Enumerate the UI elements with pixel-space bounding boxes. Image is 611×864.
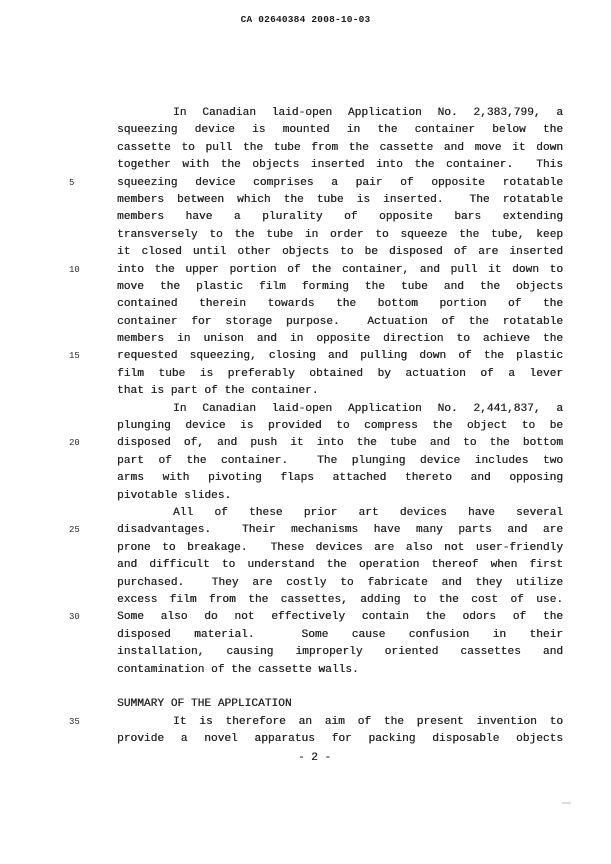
line-number: 30	[69, 612, 80, 623]
line-text: it closed until other objects to be disposed of are inserted	[117, 246, 563, 259]
scan-artifact-dash	[562, 802, 571, 804]
line-text: contamination of the cassette walls.	[117, 663, 359, 676]
text-lines-container	[69, 105, 563, 748]
line-text: that is part of the container.	[117, 385, 319, 398]
text-line	[117, 731, 563, 748]
line-text: contained therein towards the bottom portion of the	[117, 298, 563, 311]
text-line	[117, 383, 563, 400]
text-line	[117, 488, 563, 505]
line-text: part of the container. The plunging device includes two	[117, 454, 563, 467]
line-text: prone to breakage. These devices are also not user-friendly	[117, 541, 563, 554]
text-line	[69, 348, 563, 365]
text-line	[69, 435, 563, 452]
line-text: It is therefore an aim of the present invention to	[173, 715, 563, 728]
line-text: disadvantages. Their mechanisms have many parts and are	[117, 524, 563, 537]
line-number: 35	[69, 716, 80, 727]
line-text: All of these prior art devices have several	[173, 506, 563, 519]
line-text: members have a plurality of opposite bars extending	[117, 211, 563, 224]
line-text: provide a novel apparatus for packing disposable objects	[117, 733, 563, 746]
text-line	[117, 627, 563, 644]
line-text: cassette to pull the tube from the cassette and move it down	[117, 141, 563, 154]
text-line	[117, 592, 563, 609]
line-text: squeezing device comprises a pair of opposite rotatable	[117, 176, 563, 189]
line-number: 10	[69, 264, 80, 275]
text-line	[117, 366, 563, 383]
line-text: plunging device is provided to compress the object to be	[117, 420, 563, 433]
line-text: In Canadian laid-open Application No. 2,383,799, a	[173, 107, 563, 119]
line-text: move the plastic film forming the tube and the objects	[117, 280, 563, 293]
line-number: 5	[69, 177, 75, 188]
text-line	[117, 679, 563, 696]
text-line	[117, 644, 563, 661]
text-line	[117, 453, 563, 470]
line-text: disposed material. Some cause confusion in their	[117, 628, 563, 641]
text-line	[69, 262, 563, 279]
text-line	[117, 540, 563, 557]
line-text: transversely to the tube in order to squeeze the tube, keep	[117, 228, 563, 241]
text-line	[117, 401, 563, 418]
text-line	[117, 296, 563, 313]
line-text: members in unison and in opposite direction to achieve the	[117, 333, 563, 346]
text-line	[117, 209, 563, 226]
line-number: 15	[69, 351, 80, 362]
line-text: disposed of, and push it into the tube and to the bottom	[117, 437, 563, 450]
line-text: container for storage purpose. Actuation of the rotatable	[117, 315, 563, 328]
text-line	[117, 662, 563, 679]
text-line	[117, 470, 563, 487]
text-line	[69, 609, 563, 626]
text-line	[117, 140, 563, 157]
line-text: SUMMARY OF THE APPLICATION	[117, 698, 292, 711]
line-text: installation, causing improperly oriented cassettes and	[117, 646, 563, 659]
page-number: - 2 -	[297, 752, 331, 764]
line-number: 25	[69, 525, 80, 536]
text-line	[117, 244, 563, 261]
text-line	[117, 157, 563, 174]
text-line	[69, 175, 563, 192]
line-text: requested squeezing, closing and pulling down of the plastic	[117, 350, 563, 363]
line-text: and difficult to understand the operation thereof when first	[117, 559, 563, 572]
line-text: members between which the tube is inserted. The rotatable	[117, 193, 563, 206]
line-text: pivotable slides.	[117, 489, 232, 502]
text-line	[117, 192, 563, 209]
text-line	[117, 105, 563, 122]
text-line	[117, 122, 563, 139]
line-text: excess film from the cassettes, adding to the cost of use.	[117, 593, 563, 606]
line-text: arms with pivoting flaps attached thereto and opposing	[117, 472, 563, 485]
text-line	[117, 279, 563, 296]
text-line	[117, 696, 563, 713]
text-line	[117, 505, 563, 522]
document-body	[69, 105, 563, 748]
text-line	[117, 418, 563, 435]
line-number: 20	[69, 438, 80, 449]
text-line	[117, 331, 563, 348]
line-text: film tube is preferably obtained by actuation of a lever	[117, 367, 563, 380]
line-text: into the upper portion of the container, and pull it down to	[117, 263, 563, 276]
line-text: squeezing device is mounted in the container below the	[117, 124, 563, 137]
text-line	[117, 227, 563, 244]
patent-publication-header: CA 02640384 2008-10-03	[240, 14, 371, 25]
text-line	[117, 314, 563, 331]
line-text: together with the objects inserted into the container. This	[117, 159, 563, 172]
line-text: In Canadian laid-open Application No. 2,441,837, a	[173, 402, 563, 415]
text-line	[69, 714, 563, 731]
text-line	[117, 557, 563, 574]
text-line	[69, 522, 563, 539]
text-line	[117, 575, 563, 592]
line-text: Some also do not effectively contain the odors of the	[117, 611, 563, 624]
line-text: purchased. They are costly to fabricate and they utilize	[117, 576, 563, 589]
